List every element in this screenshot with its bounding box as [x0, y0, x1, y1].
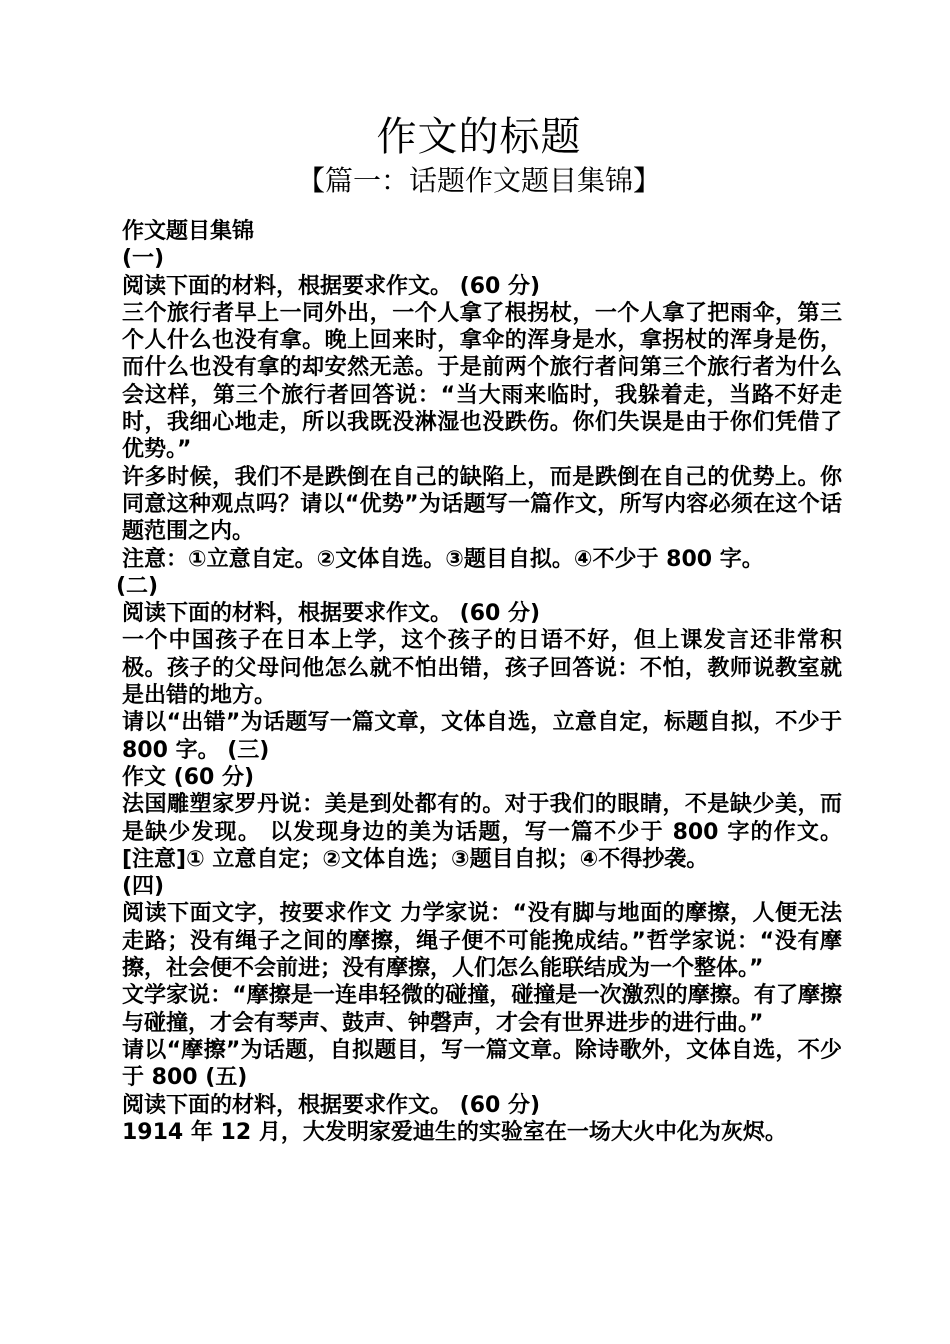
paragraph: 阅读下面的材料，根据要求作文。 (60 分)	[122, 273, 541, 299]
paragraph: 文学家说：“摩擦是一连串轻微的碰撞，碰撞是一次激烈的摩擦。有了摩擦与碰撞，才会有琴声、鼓声、钟磬声，才会有世界进步的进行曲。”	[122, 983, 842, 1036]
paragraph: 注意：①立意自定。②文体自选。③题目自拟。④不少于 800 字。	[122, 546, 764, 572]
document-title: 作文的标题	[376, 114, 582, 160]
document-body	[116, 218, 842, 1146]
paragraph: 作文题目集锦	[122, 219, 255, 244]
paragraph: (四)	[122, 874, 165, 900]
document-subtitle: 【篇一：话题作文题目集锦】	[296, 164, 661, 197]
paragraph: 法国雕塑家罗丹说：美是到处都有的。对于我们的眼睛，不是缺少美，而是缺少发现。 以发现身边的美为话题，写一篇不少于 800 字的作文。 [注意]① 立意自定；②文体自选；③题目自拟；④不得抄袭。	[122, 792, 842, 872]
paragraph: 请以“出错”为话题写一篇文章，文体自选，立意自定，标题自拟，不少于 800 字。 (三)	[122, 710, 842, 763]
paragraph: (一)	[122, 246, 165, 272]
paragraph: 请以“摩擦”为话题，自拟题目，写一篇文章。除诗歌外，文体自选，不少于 800 (五)	[122, 1037, 842, 1091]
paragraph: 一个中国孩子在日本上学，这个孩子的日语不好，但上课发言还非常积极。孩子的父母问他怎么就不怕出错，孩子回答说：不怕，教师说教室就是出错的地方。	[122, 628, 842, 709]
paragraph: 阅读下面的材料，根据要求作文。 (60 分)	[122, 1092, 541, 1118]
paragraph: 阅读下面的材料，根据要求作文。 (60 分)	[122, 601, 541, 627]
paragraph: 阅读下面文字，按要求作文 力学家说：“没有脚与地面的摩擦，人便无法走路；没有绳子之间的摩擦，绳子便不可能挽成结。”哲学家说：“没有摩擦，社会便不会前进；没有摩擦，人们怎么能联结成为一个整体。”	[122, 901, 842, 982]
paragraph: 许多时候，我们不是跌倒在自己的缺陷上，而是跌倒在自己的优势上。你同意这种观点吗？请以“优势”为话题写一篇作文，所写内容必须在这个话题范围之内。	[122, 464, 842, 545]
paragraph: 作文 (60 分)	[122, 764, 255, 790]
paragraph: 三个旅行者早上一同外出，一个人拿了根拐杖，一个人拿了把雨伞，第三个人什么也没有拿。晚上回来时，拿伞的浑身是水，拿拐杖的浑身是伤，而什么也没有拿的却安然无恙。于是前两个旅行者问第三个旅行者为什么会这样，第三个旅行者回答说：“当大雨来临时，我躲着走，当路不好走时，我细心地走，所以我既没淋湿也没跌伤。你们失误是由于你们凭借了优势。”	[122, 300, 842, 463]
paragraph: (二)	[116, 573, 159, 599]
paragraph: 1914 年 12 月，大发明家爱迪生的实验室在一场大火中化为灰烬。	[122, 1119, 787, 1145]
